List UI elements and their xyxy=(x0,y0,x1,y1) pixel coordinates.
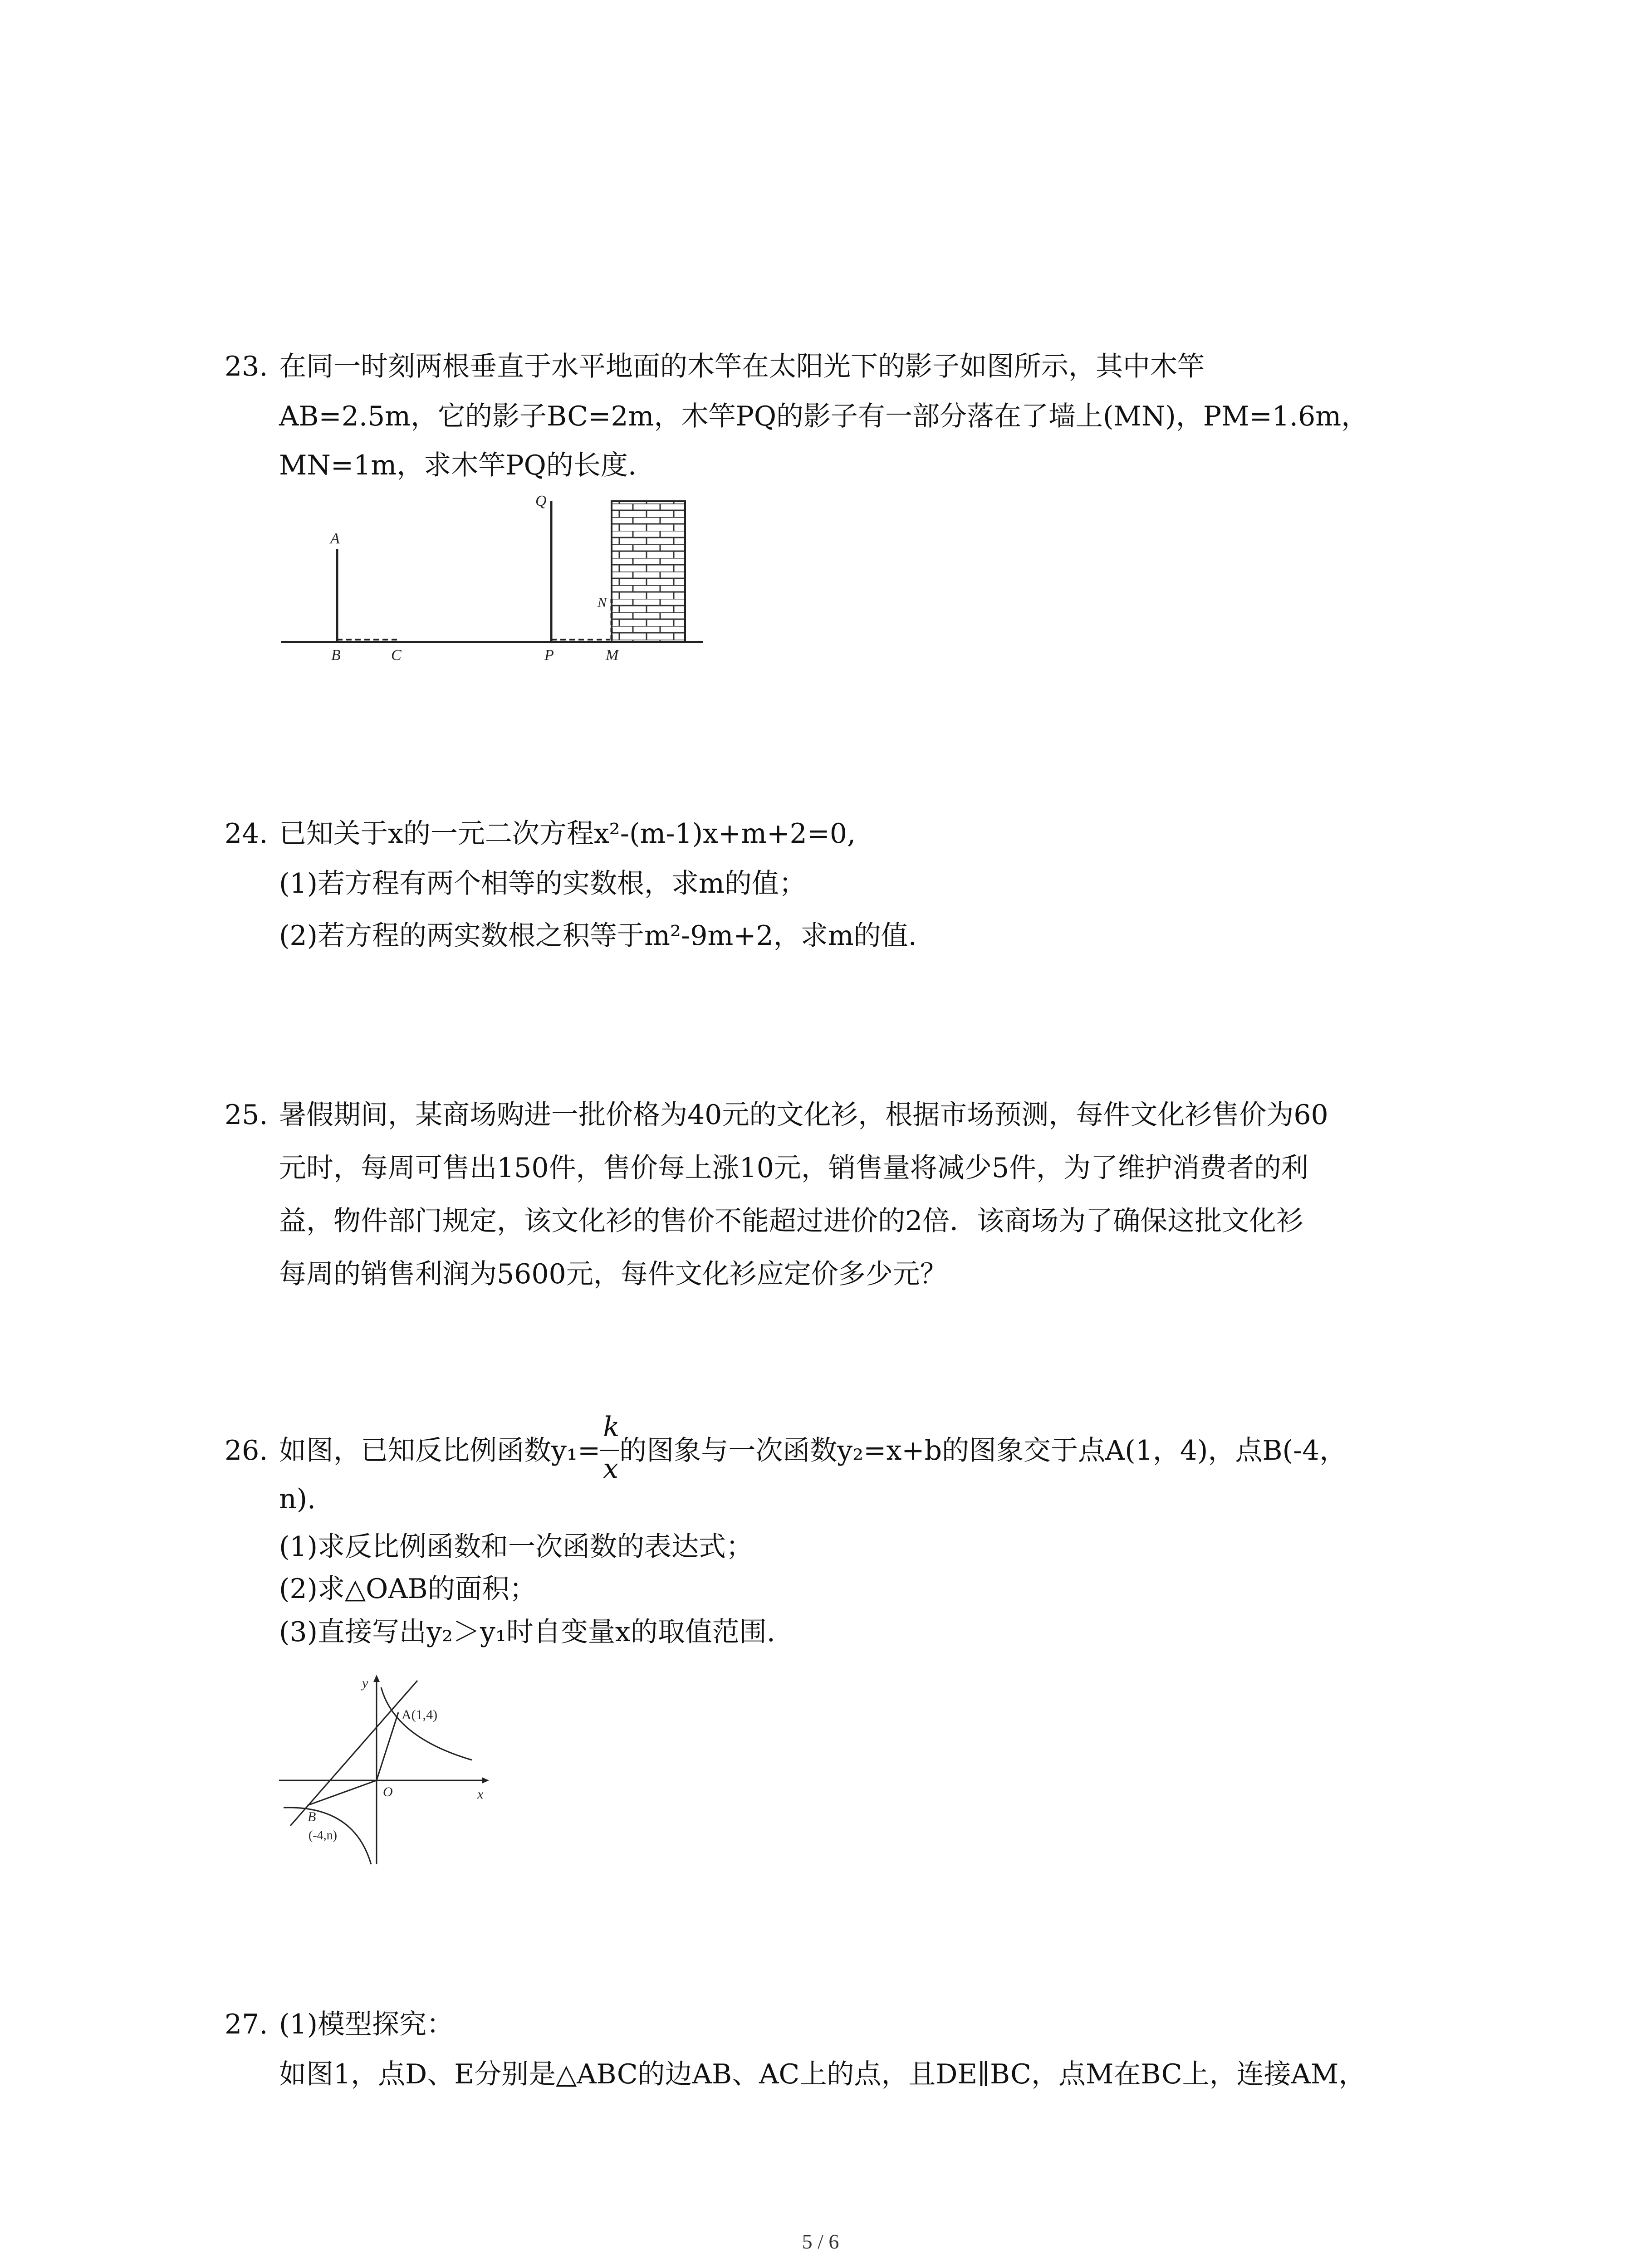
question-text-line: (1)模型探究： xyxy=(279,2009,454,2040)
question-text-line: 已知关于x的一元二次方程x²-(m-1)x+m+2=0, xyxy=(279,818,856,850)
fraction-denominator: x xyxy=(603,1453,619,1485)
label-c: C xyxy=(391,647,402,664)
label-point-b: B xyxy=(308,1809,316,1824)
function-graph-figure xyxy=(272,1669,508,1869)
question-number: 23. xyxy=(225,351,268,382)
label-q: Q xyxy=(535,493,547,509)
label-m: M xyxy=(606,647,619,664)
question-text-line: MN=1m，求木竿PQ的长度. xyxy=(279,450,637,481)
question-text-line: n). xyxy=(279,1483,316,1515)
segment-ob xyxy=(308,1780,377,1805)
question-text-line: AB=2.5m，它的影子BC=2m，木竿PQ的影子有一部分落在了墙上(MN)，PM=1.6m， xyxy=(279,401,1369,432)
question-number: 25. xyxy=(225,1099,268,1131)
label-x-axis: x xyxy=(477,1787,484,1802)
label-n: N xyxy=(598,595,607,610)
fraction-k-over-x xyxy=(600,1411,620,1485)
line1-after: 的图象与一次函数y₂=x+b的图象交于点A(1，4)，点B(-4， xyxy=(619,1435,1347,1466)
fraction-numerator: k xyxy=(603,1411,620,1443)
question-text-line xyxy=(279,1411,1347,1485)
question-text-line: 如图1，点D、E分别是△ABC的边AB、AC上的点，且DE∥BC，点M在BC上，连接AM， xyxy=(279,2058,1366,2090)
question-number: 27. xyxy=(225,2009,268,2040)
question-text-line: (2)若方程的两实数根之积等于m²-9m+2，求m的值. xyxy=(279,920,917,952)
brick-wall xyxy=(612,501,685,642)
page-number: 5 / 6 xyxy=(802,2230,839,2253)
question-text-line: 在同一时刻两根垂直于水平地面的木竿在太阳光下的影子如图所示，其中木竿 xyxy=(279,351,1205,382)
label-point-b-coord: (-4,n) xyxy=(309,1828,337,1843)
question-text-line: 益，物件部门规定，该文化衫的售价不能超过进价的2倍．该商场为了确保这批文化衫 xyxy=(279,1205,1304,1237)
question-text-line: (2)求△OAB的面积； xyxy=(279,1573,537,1605)
question-text-line: 每周的销售利润为5600元，每件文化衫应定价多少元？ xyxy=(279,1258,947,1290)
label-y-axis: y xyxy=(362,1676,368,1691)
question-text-line: (1)若方程有两个相等的实数根，求m的值； xyxy=(279,868,806,899)
line1-before: 如图，已知反比例函数y₁= xyxy=(279,1435,601,1466)
question-text-line: (1)求反比例函数和一次函数的表达式； xyxy=(279,1531,753,1563)
y-axis-arrow xyxy=(373,1675,380,1682)
label-p: P xyxy=(544,647,554,664)
label-origin: O xyxy=(383,1784,393,1799)
label-point-a: A(1,4) xyxy=(402,1707,438,1722)
label-a: A xyxy=(330,530,340,547)
x-axis-arrow xyxy=(482,1777,489,1784)
question-number: 24. xyxy=(225,818,268,850)
question-text-line: 元时，每周可售出150件，售价每上涨10元，销售量将减少5件，为了维护消费者的利 xyxy=(279,1152,1309,1184)
question-number: 26. xyxy=(225,1435,268,1466)
question-text-line: 暑假期间，某商场购进一批价格为40元的文化衫，根据市场预测，每件文化衫售价为60 xyxy=(279,1099,1328,1131)
label-b: B xyxy=(331,647,341,664)
shadow-poles-figure xyxy=(272,490,726,680)
question-text-line: (3)直接写出y₂＞y₁时自变量x的取值范围. xyxy=(279,1616,775,1648)
